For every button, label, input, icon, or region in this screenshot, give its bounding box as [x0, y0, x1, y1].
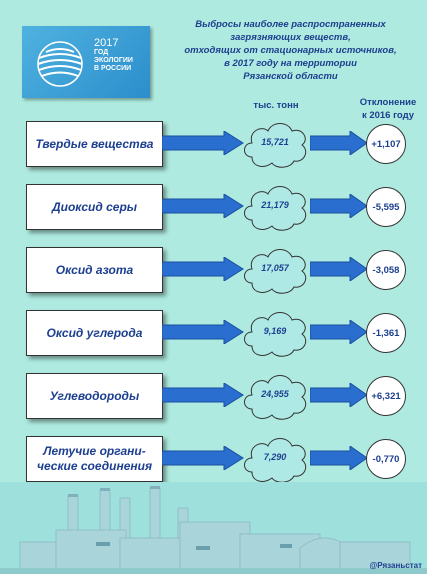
arrow-right-icon — [310, 194, 368, 218]
emission-value: 7,290 — [263, 452, 287, 462]
page-title — [168, 18, 413, 83]
arrow-right-icon — [162, 257, 244, 281]
emission-value: 9,169 — [263, 326, 287, 336]
deviation-badge: -3,058 — [366, 250, 406, 290]
pollutant-label-line1: Оксид азота — [55, 262, 134, 277]
pollutant-label-box — [26, 373, 163, 419]
units-header: тыс. тонн — [253, 100, 299, 111]
pollutant-label-line1: Углеводороды — [49, 388, 140, 403]
title-line-1: Выбросы наиболее распространенных — [195, 19, 386, 30]
pollutant-label-line1: Оксид углерода — [46, 325, 143, 340]
pollutant-label-box — [26, 184, 163, 230]
logo-line2: В РОССИИ — [94, 65, 132, 72]
year-of-ecology-logo — [22, 26, 150, 98]
arrow-right-icon — [162, 446, 244, 470]
deviation-badge: +1,107 — [366, 124, 406, 164]
title-line-3: отходящих от стационарных источников, — [184, 45, 397, 56]
pollutant-label-box — [26, 310, 163, 356]
pollutant-label-line1: Твердые вещества — [35, 136, 154, 151]
arrow-right-icon — [310, 446, 368, 470]
pollutant-label-box — [26, 436, 163, 482]
deviation-badge: -0,770 — [366, 439, 406, 479]
arrow-right-icon — [162, 383, 244, 407]
arrow-right-icon — [162, 131, 244, 155]
arrow-right-icon — [310, 131, 368, 155]
pollutant-label-line2: ческие соединения — [36, 459, 153, 473]
deviation-header — [350, 96, 426, 122]
emission-value: 24,955 — [261, 389, 289, 399]
arrow-right-icon — [310, 320, 368, 344]
emission-value: 17,057 — [261, 263, 289, 273]
arrow-right-icon — [162, 194, 244, 218]
pollutant-label-box — [26, 247, 163, 293]
pollutant-label-line1: Летучие органи- — [43, 444, 146, 458]
arrow-right-icon — [162, 320, 244, 344]
title-line-5: Рязанской области — [243, 71, 338, 82]
deviation-badge: -5,595 — [366, 187, 406, 227]
title-line-4: в 2017 году на территории — [224, 58, 357, 69]
logo-line1: ГОД ЭКОЛОГИИ — [94, 49, 133, 64]
emission-value: 15,721 — [261, 137, 289, 147]
logo-year: 2017 — [94, 37, 119, 49]
arrow-right-icon — [310, 257, 368, 281]
arrow-right-icon — [310, 383, 368, 407]
pollutant-label-line1: Диоксид серы — [51, 199, 138, 214]
deviation-header-line2: к 2016 году — [361, 110, 415, 121]
deviation-header-line1: Отклонение — [359, 97, 417, 108]
factory-illustration — [0, 482, 427, 574]
deviation-badge: +6,321 — [366, 376, 406, 416]
source-credit: @Рязаньстат — [369, 561, 422, 570]
title-line-2: загрязняющих веществ, — [230, 32, 351, 43]
pollutant-label-box — [26, 121, 163, 167]
deviation-badge: -1,361 — [366, 313, 406, 353]
emission-value: 21,179 — [261, 200, 289, 210]
